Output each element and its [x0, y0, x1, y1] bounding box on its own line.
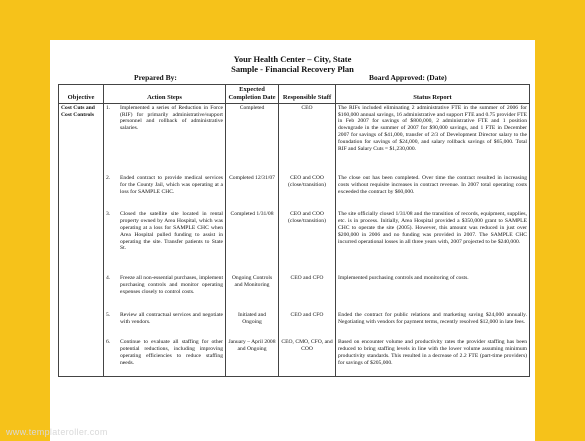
completion-date: Initiated and Ongoing: [226, 311, 279, 338]
completion-date: Completed 1/31/08: [226, 210, 279, 274]
table-row: [59, 210, 530, 274]
table-row: [59, 274, 530, 311]
document-page: [50, 40, 535, 441]
status-report: Ended the contract for public relations and marketing saving $24,000 annually. Negotiating with vendors for payment terms, recently resolved $12,000 in late fees.: [336, 311, 530, 338]
responsible-staff: CEO and CFO: [279, 311, 336, 338]
responsible-staff: CEO and COO (close/transition): [279, 174, 336, 210]
step-number: 5.: [106, 312, 111, 319]
header-expected-date: Expected Completion Date: [226, 85, 279, 104]
watermark: www.templateroller.com: [6, 427, 108, 437]
step-number: 6.: [104, 338, 119, 376]
document-subtitle: Sample - Financial Recovery Plan: [231, 64, 354, 74]
status-report: Based on encounter volume and productivity rates the provider staffing has been reduced to bring staffing levels in line with the lower volume assuming minimum productivity standards. This resulted in a decrease of 2.2 FTE (part-time providers) for savings of $205,000.: [336, 338, 530, 376]
recovery-plan-table: [58, 84, 530, 377]
action-step: Ended contract to provide medical services for the County Jail, which was operating at a loss for SAMPLE CHC.: [120, 175, 223, 195]
header-objective: Objective: [59, 85, 104, 104]
step-number: 3.: [106, 211, 111, 218]
completion-date: Completed 12/31/07: [226, 174, 279, 210]
step-number: 2.: [106, 175, 111, 182]
step-number: 4.: [106, 275, 111, 282]
status-report: The site officially closed 1/31/08 and the transition of records, equipment, supplies, etc. is in process. Initially, Area Hospital provided a $350,000 grant to SAMPLE CHC to operate the site (2005). However, this amount was reduced in just over $200,000 in 2006 and no funding was provided in 2007. The SAMPLE CHC incurred operational losses in all three years with, 2007 projected to be $240,000.: [336, 210, 530, 274]
action-step: Implemented a series of Reduction in Force (RIF) for primarily administrative/support personnel and rollback of administrative salaries.: [120, 104, 223, 132]
table-row: [59, 103, 530, 174]
table-header-row: [59, 85, 530, 104]
table-row: [59, 338, 530, 376]
completion-date: Completed: [226, 103, 279, 174]
status-report: Implemented purchasing controls and monitoring of costs.: [336, 274, 530, 311]
table-row: [59, 174, 530, 210]
table-row: [59, 311, 530, 338]
header-status-report: Status Report: [336, 85, 530, 104]
responsible-staff: CEO and CFO: [279, 274, 336, 311]
header-responsible-staff: Responsible Staff: [279, 85, 336, 104]
action-step: Review all contractual services and negotiate with vendors.: [120, 312, 223, 326]
completion-date: Ongoing Controls and Monitoring: [226, 274, 279, 311]
step-number: 1.: [106, 104, 111, 111]
completion-date: January – April 2008 and Ongoing: [226, 338, 279, 376]
status-report: The RIFs included eliminating 2 administrative FTE in the summer of 2006 for $160,000 annual savings, 16 administrative and support FTE and 0.75 provider FTE in Feb 2007 for savings of $800,000, 2 administrative FTE and 1 position downgrade in the summer of 2007 for $90,000 savings, and 1 FTE in December 2007 for savings of $41,000, transfer of 2/3 of Development Director salary to the foundation for savings of $24,000, and salary rollback savings of $65,000. Total RIF and Salary Cuts = $1,230,000.: [336, 103, 530, 174]
responsible-staff: CEO: [279, 103, 336, 174]
action-step: Continue to evaluate all staffing for other potential reductions, including improving operating efficiencies to reduce staffing needs.: [118, 338, 226, 376]
header-action-steps: Action Steps: [104, 85, 226, 104]
responsible-staff: CEO, CMO, CFO, and COO: [279, 338, 336, 376]
board-approved-label: Board Approved: (Date): [369, 73, 447, 82]
action-step: Freeze all non-essential purchases, implement purchasing controls and monitor operating expenses closely to control costs.: [120, 275, 223, 295]
document-title: Your Health Center – City, State: [233, 54, 352, 64]
responsible-staff: CEO and COO (close/transition): [279, 210, 336, 274]
action-step: Closed the satellite site located in rental property owned by Area Hospital, which was operating at a loss for SAMPLE CHC when Area Hospital pulled funding to assist in operating the site. Transfer patients to State St.: [120, 211, 223, 252]
prepared-by-label: Prepared By:: [134, 73, 177, 82]
objective-cell: Cost Cuts and Cost Controls: [59, 103, 104, 174]
status-report: The close out has been completed. Over time the contract resulted in increasing costs without requisite increases in contract revenue. In 2007 total operating costs exceeded the contract by $60,000.: [336, 174, 530, 210]
